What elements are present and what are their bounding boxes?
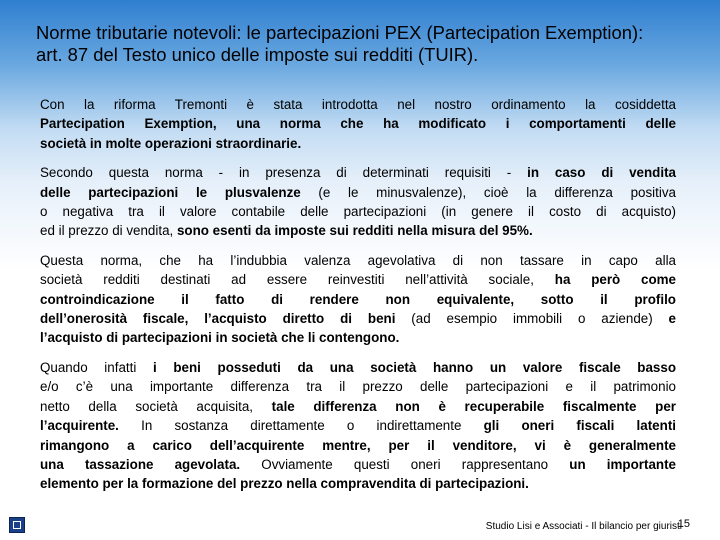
p2-line-4 — [40, 221, 676, 240]
p4-line-5 — [40, 436, 676, 455]
p1-line-2 — [40, 114, 676, 133]
p3-line-4-bold-end: e — [668, 311, 676, 327]
p3-line-1: Questa norma, che ha l’indubbia valenza agevolativa di non tassare in capo alla — [40, 252, 676, 268]
slide-title — [36, 22, 716, 66]
p2-line-2-text: (e le minusvalenze), cioè la differenza positiva — [300, 184, 676, 200]
p3-line-2-bold: ha però come — [554, 272, 676, 288]
p3-line-5-bold: l’acquisto di partecipazioni in società che li contengono. — [40, 330, 400, 346]
p1-line-1: Con la riforma Tremonti è stata introdotta nel nostro ordinamento la cosiddetta — [40, 97, 676, 112]
p4-line-6-bold-end: un importante — [569, 456, 676, 472]
p1-line-3 — [40, 134, 676, 153]
p4-line-6-text: Ovviamente questi oneri rappresentano — [240, 456, 570, 472]
p3-line-3-bold: controindicazione il fatto di rendere non equivalente, sotto il profilo — [40, 291, 676, 307]
p4-line-1-bold: i beni posseduti da una società hanno un valore fiscale basso — [152, 359, 676, 375]
p4-line-3-bold: tale differenza non è recuperabile fiscalmente per — [271, 398, 676, 414]
p3-line-2-text: società redditi destinati ad essere reinvestiti nell’attività sociale, — [40, 272, 555, 288]
p4-line-3 — [40, 397, 676, 416]
paragraph-plusvalenze — [40, 163, 676, 241]
p3-line-5 — [40, 328, 676, 347]
p2-line-1-text: Secondo questa norma - in presenza di determinati requisiti - — [40, 165, 528, 181]
p4-line-7-bold: elemento per la formazione del prezzo nella compravendita di partecipazioni. — [40, 476, 529, 492]
p4-line-5-bold: rimangono a carico dell’acquirente mentre, per il venditore, vi è generalmente — [40, 437, 676, 453]
p2-line-2-bold: delle partecipazioni le plusvalenze — [40, 184, 301, 200]
p2-line-4-bold: sono esenti da imposte sui redditi nella misura del 95%. — [176, 223, 533, 239]
p2-line-4-text: ed il prezzo di vendita, — [40, 223, 177, 239]
slide-body — [40, 95, 676, 504]
p3-line-4-bold: dell’onerosità fiscale, l’acquisto diretto di beni — [40, 311, 396, 327]
p1-line-2-bold: Partecipation Exemption, una norma che ha modificato i comportamenti delle — [40, 116, 676, 132]
p3-line-4-text: (ad esempio immobili o aziende) — [395, 311, 669, 327]
p4-line-4-bold: l’acquirente. — [40, 418, 119, 434]
page-number: 15 — [677, 518, 690, 530]
logo-inner-mark — [13, 521, 21, 529]
p4-line-4 — [40, 416, 676, 435]
title-line-1: Norme tributarie notevoli: le partecipazioni PEX (Partecipation Exemption): — [36, 22, 644, 43]
p3-line-4 — [40, 309, 676, 328]
paragraph-riforma-tremonti — [40, 95, 676, 153]
p4-line-4-text: In sostanza direttamente o indirettamente — [118, 418, 484, 434]
p4-line-4-bold-end: gli oneri fiscali latenti — [483, 418, 676, 434]
p2-line-2 — [40, 183, 676, 202]
paragraph-oneri-fiscali — [40, 358, 676, 494]
footer-source: Studio Lisi e Associati - Il bilancio per giuristi — [485, 521, 682, 532]
p4-line-1-text: Quando infatti — [40, 359, 153, 375]
p4-line-3-text: netto della società acquisita, — [40, 398, 272, 414]
p4-line-6-bold: una tassazione agevolata. — [40, 456, 241, 472]
p4-line-2: e/o c’è una importante differenza tra il prezzo delle partecipazioni e il patrimonio — [40, 379, 676, 395]
title-line-2: art. 87 del Testo unico delle imposte sui redditi (TUIR). — [36, 44, 479, 65]
p4-line-1 — [40, 358, 676, 377]
paragraph-valenza-agevolativa — [40, 251, 676, 348]
p3-line-3 — [40, 290, 676, 309]
p3-line-2 — [40, 270, 676, 289]
studio-logo-icon — [9, 517, 25, 533]
p4-line-6 — [40, 455, 676, 474]
p2-line-3: o negativa tra il valore contabile delle partecipazioni (in genere il costo di acquisto) — [40, 204, 676, 220]
p2-line-1-bold: in caso di vendita — [527, 165, 676, 181]
p2-line-1 — [40, 163, 676, 182]
p1-line-3-bold: società in molte operazioni straordinarie. — [40, 135, 302, 151]
p4-line-7 — [40, 474, 676, 493]
